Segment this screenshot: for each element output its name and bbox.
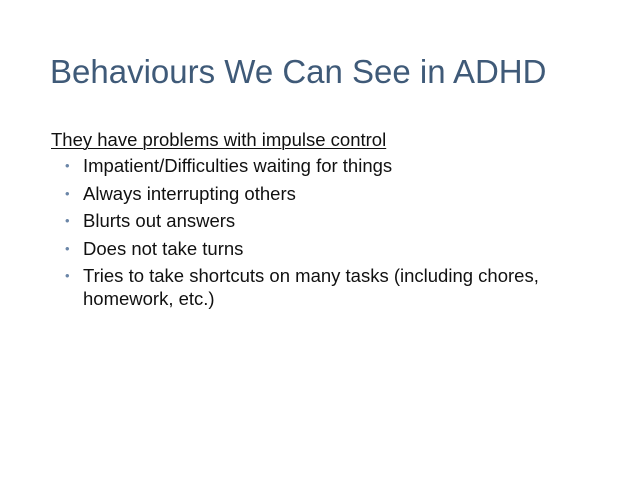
- bullet-item: [51, 183, 611, 206]
- bullet-marker-icon: •: [65, 213, 70, 228]
- bullet-item: [51, 210, 611, 233]
- bullet-marker-icon: •: [65, 158, 70, 173]
- bullet-text: Always interrupting others: [83, 182, 296, 204]
- bullet-list: [51, 155, 611, 310]
- slide-content: [51, 129, 611, 315]
- bullet-text: Blurts out answers: [83, 210, 236, 231]
- bullet-marker-icon: •: [65, 240, 70, 256]
- bullet-marker-icon: •: [65, 268, 70, 283]
- bullet-item: [51, 238, 611, 261]
- intro-heading: They have problems with impulse control: [51, 129, 387, 150]
- bullet-marker-icon: •: [65, 185, 70, 201]
- slide-title: Behaviours We Can See in ADHD: [50, 53, 547, 90]
- bullet-text: Tries to take shortcuts on many tasks (including chores, homework, etc.): [83, 265, 539, 309]
- bullet-text: Impatient/Difficulties waiting for things: [83, 155, 393, 176]
- bullet-item: [51, 265, 611, 310]
- bullet-item: [51, 155, 611, 178]
- bullet-text: Does not take turns: [83, 237, 244, 259]
